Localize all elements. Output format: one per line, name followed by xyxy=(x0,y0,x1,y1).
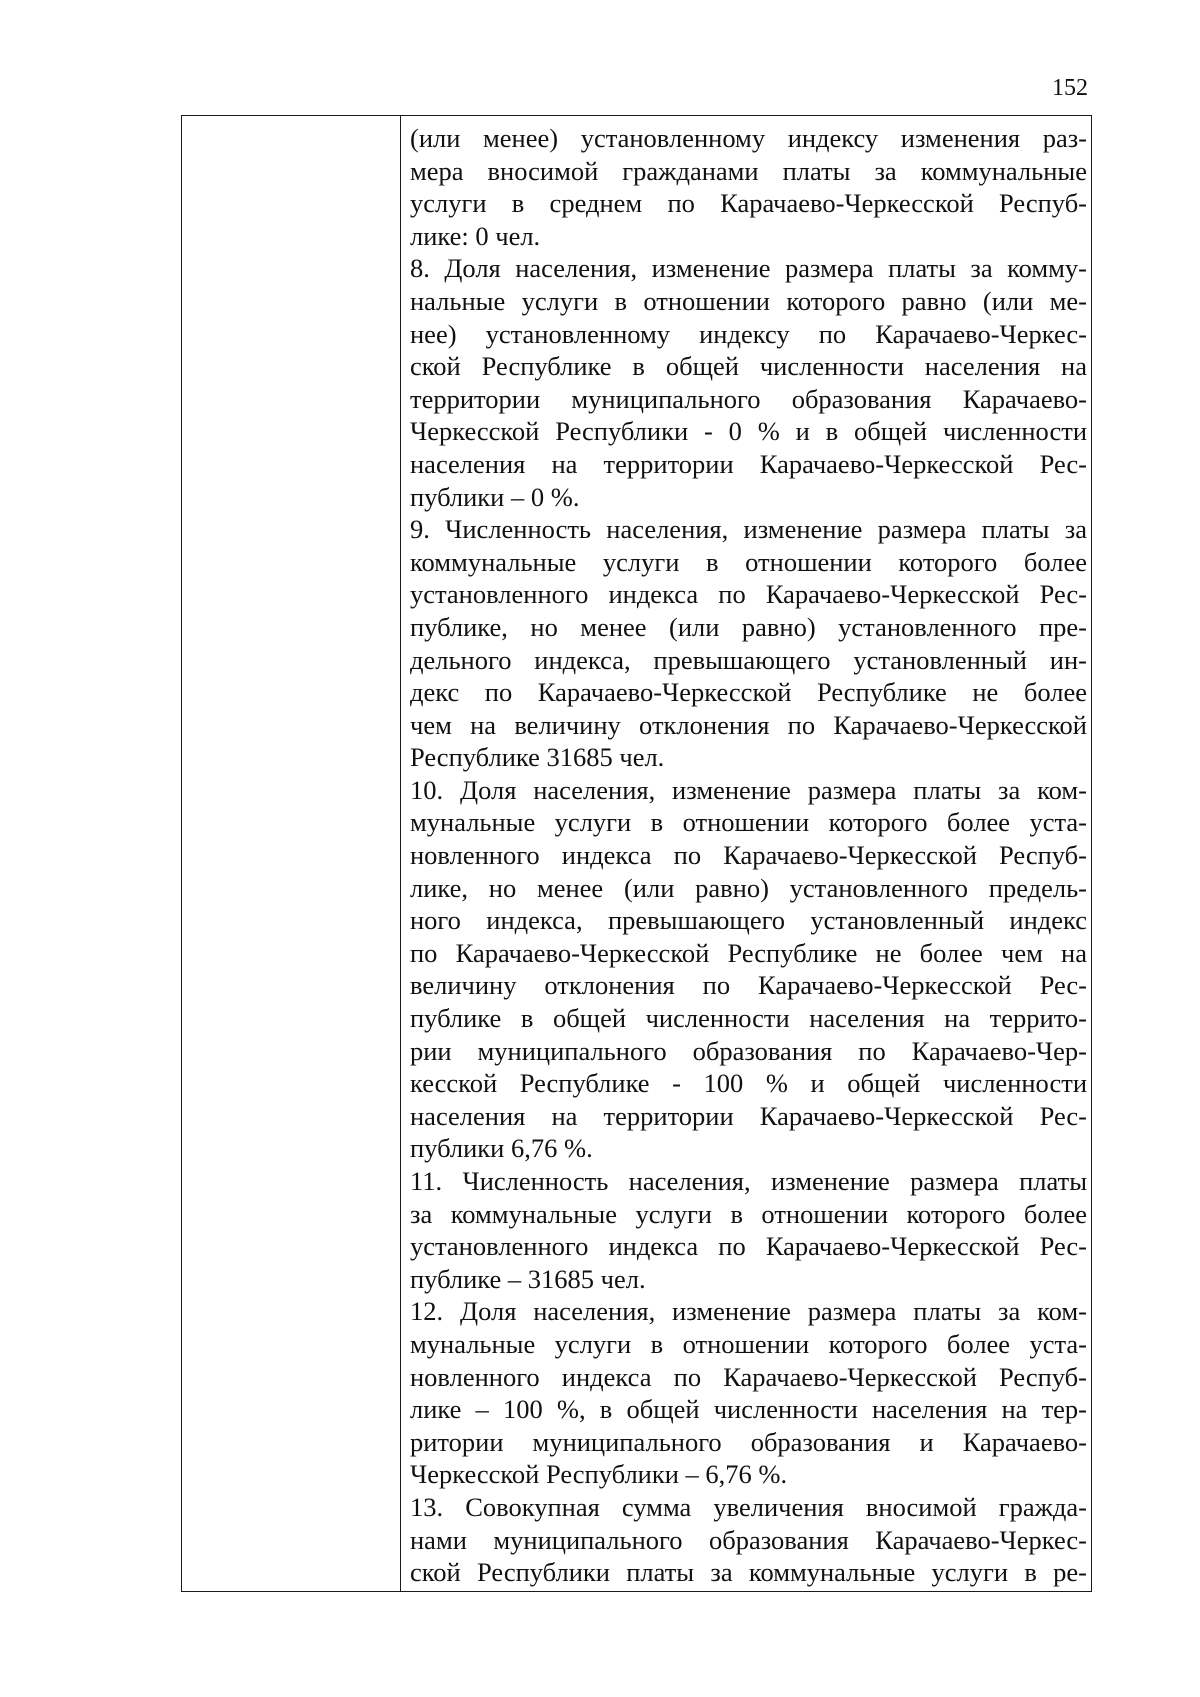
text-line: мунальные услуги в отношении которого более уста- xyxy=(410,807,1087,838)
text-line: чем на величину отклонения по Карачаево-Черкесской xyxy=(410,709,1087,740)
text-line: публики – 0 %. xyxy=(410,481,580,512)
text-line: 12. Доля населения, изменение размера платы за ком- xyxy=(410,1296,1087,1327)
text-line: лике: 0 чел. xyxy=(410,220,541,251)
text-line: мунальные услуги в отношении которого более уста- xyxy=(410,1328,1087,1359)
text-line: населения на территории Карачаево-Черкесской Рес- xyxy=(410,1100,1087,1131)
text-line: 13. Совокупная сумма увеличения вносимой гражда- xyxy=(410,1491,1087,1522)
text-line: публике в общей численности населения на террито- xyxy=(410,1003,1087,1034)
text-line: публике, но менее (или равно) установленного пре- xyxy=(410,611,1087,642)
text-line: ской Республике в общей численности населения на xyxy=(410,351,1087,382)
text-line: публике – 31685 чел. xyxy=(410,1263,646,1294)
text-line: новленного индекса по Карачаево-Черкесской Респуб- xyxy=(410,1361,1087,1392)
text-line: новленного индекса по Карачаево-Черкесской Респуб- xyxy=(410,840,1087,871)
text-line: величину отклонения по Карачаево-Черкесской Рес- xyxy=(410,970,1087,1001)
text-line: нальные услуги в отношении которого равно (или ме- xyxy=(410,285,1087,316)
text-line: Черкесской Республики - 0 % и в общей численности xyxy=(410,416,1087,447)
text-line: (или менее) установленному индексу изменения раз- xyxy=(410,123,1087,153)
text-line: лике – 100 %, в общей численности населения на тер- xyxy=(410,1394,1087,1425)
text-line: кесской Республике - 100 % и общей численности xyxy=(410,1068,1087,1099)
text-line: Республике 31685 чел. xyxy=(410,742,665,773)
text-line: нами муниципального образования Карачаево-Черкес- xyxy=(410,1524,1087,1555)
text-line: ного индекса, превышающего установленный индекс xyxy=(410,905,1087,936)
text-line: 9. Численность населения, изменение размера платы за xyxy=(410,514,1087,545)
text-line: 11. Численность населения, изменение размера платы xyxy=(410,1166,1087,1196)
text-line: лике, но менее (или равно) установленного предель- xyxy=(410,872,1087,903)
table-left-cell xyxy=(182,116,401,1591)
text-line: установленного индекса по Карачаево-Черкесской Рес- xyxy=(410,1231,1087,1262)
text-line: услуги в среднем по Карачаево-Черкесской Респуб- xyxy=(410,188,1087,219)
text-line: рии муниципального образования по Карачаево-Чер- xyxy=(410,1035,1087,1066)
text-line: 10. Доля населения, изменение размера платы за ком- xyxy=(410,774,1087,805)
page-number: 152 xyxy=(1052,75,1088,101)
text-line: публики 6,76 %. xyxy=(410,1133,593,1164)
text-line: декс по Карачаево-Черкесской Республике не более xyxy=(410,677,1087,708)
text-line: Черкесской Республики – 6,76 %. xyxy=(410,1459,788,1490)
text-line: мера вносимой гражданами платы за коммунальные xyxy=(410,155,1087,186)
text-line: коммунальные услуги в отношении которого более xyxy=(410,546,1087,577)
text-line: ской Республики платы за коммунальные услуги в ре- xyxy=(410,1557,1087,1588)
table-right-cell xyxy=(401,116,1091,1591)
text-line: дельного индекса, превышающего установленный ин- xyxy=(410,644,1087,675)
text-line: территории муниципального образования Карачаево- xyxy=(410,383,1087,414)
text-line: установленного индекса по Карачаево-Черкесской Рес- xyxy=(410,579,1087,610)
text-line: по Карачаево-Черкесской Республике не более чем на xyxy=(410,937,1087,968)
document-table xyxy=(181,115,1092,1592)
text-line: ритории муниципального образования и Карачаево- xyxy=(410,1426,1087,1457)
text-line: за коммунальные услуги в отношении которого более xyxy=(410,1198,1087,1229)
text-line: населения на территории Карачаево-Черкесской Рес- xyxy=(410,448,1087,479)
text-line: 8. Доля населения, изменение размера платы за комму- xyxy=(410,253,1087,284)
text-line: нее) установленному индексу по Карачаево-Черкес- xyxy=(410,318,1087,349)
